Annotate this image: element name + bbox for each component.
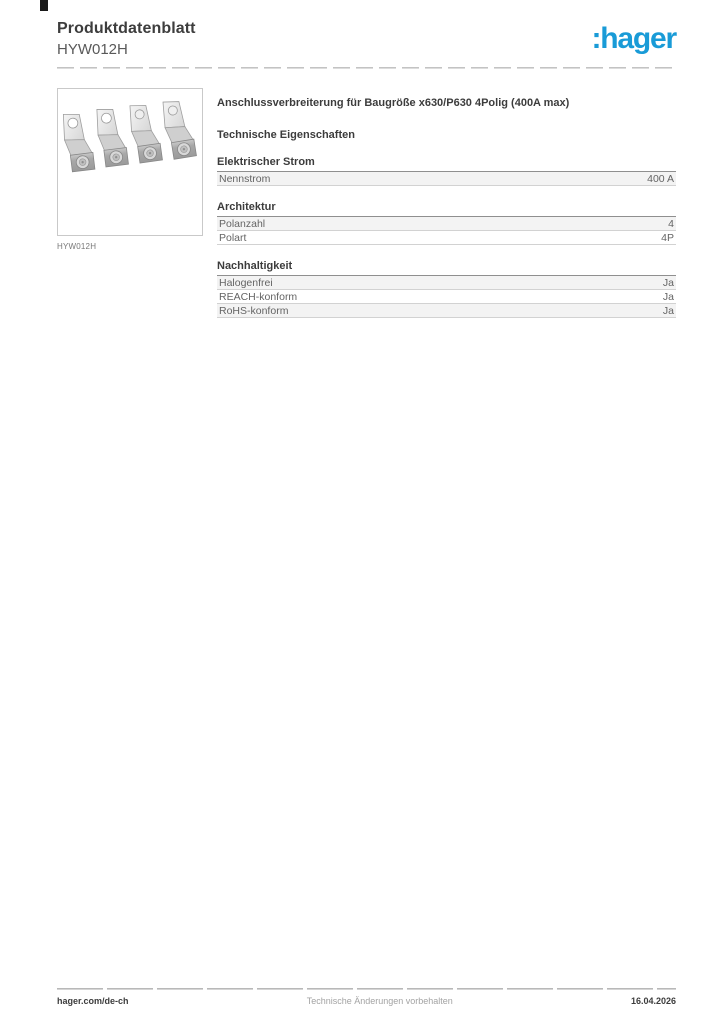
table-row xyxy=(217,290,676,304)
page-footer xyxy=(57,996,676,1006)
table-row xyxy=(217,304,676,318)
spec-value: Ja xyxy=(662,290,674,303)
section-architektur xyxy=(217,201,676,245)
product-image-column xyxy=(57,88,203,318)
spec-label: Halogenfrei xyxy=(219,276,273,289)
document-type-title: Produktdatenblatt xyxy=(57,20,196,37)
page-header xyxy=(57,19,676,60)
technical-properties-heading: Technische Eigenschaften xyxy=(217,129,355,142)
section-title: Elektrischer Strom xyxy=(217,156,676,172)
page-corner-mark xyxy=(40,0,48,11)
spec-label: Polanzahl xyxy=(219,217,266,230)
spec-value: Ja xyxy=(662,276,674,289)
product-image-caption: HYW012H xyxy=(57,242,97,251)
table-row xyxy=(217,217,676,231)
spec-value: Ja xyxy=(662,304,674,317)
footer-disclaimer: Technische Änderungen vorbehalten xyxy=(306,996,453,1006)
header-divider xyxy=(57,67,676,69)
section-title: Architektur xyxy=(217,201,676,217)
footer-website-link[interactable]: hager.com/de-ch xyxy=(57,996,129,1006)
section-title: Nachhaltigkeit xyxy=(217,260,676,276)
spec-value: 400 A xyxy=(647,172,674,185)
spec-label: REACH-konform xyxy=(219,290,298,303)
spec-label: Polart xyxy=(219,231,247,244)
spec-value: 4P xyxy=(661,231,674,244)
spec-label: Nennstrom xyxy=(219,172,271,185)
footer-date: 16.04.2026 xyxy=(630,996,676,1006)
footer-divider xyxy=(57,988,676,990)
spec-column xyxy=(217,88,676,318)
product-reference: HYW012H xyxy=(57,41,128,58)
section-rows xyxy=(217,172,676,186)
spec-value: 4 xyxy=(668,217,674,230)
hager-logo: :hager xyxy=(591,22,676,55)
section-rows xyxy=(217,276,676,318)
spec-label: RoHS-konform xyxy=(219,304,289,317)
product-image xyxy=(57,88,203,236)
section-nachhaltigkeit xyxy=(217,260,676,318)
header-titles xyxy=(57,19,196,60)
table-row xyxy=(217,276,676,290)
section-elektrischer-strom xyxy=(217,156,676,186)
connection-extenders-icon xyxy=(58,89,202,235)
product-title: Anschlussverbreiterung für Baugröße x630/P630 4Polig (400A max) xyxy=(217,97,570,109)
table-row xyxy=(217,172,676,186)
section-rows xyxy=(217,217,676,245)
main-content xyxy=(57,88,676,318)
table-row xyxy=(217,231,676,245)
